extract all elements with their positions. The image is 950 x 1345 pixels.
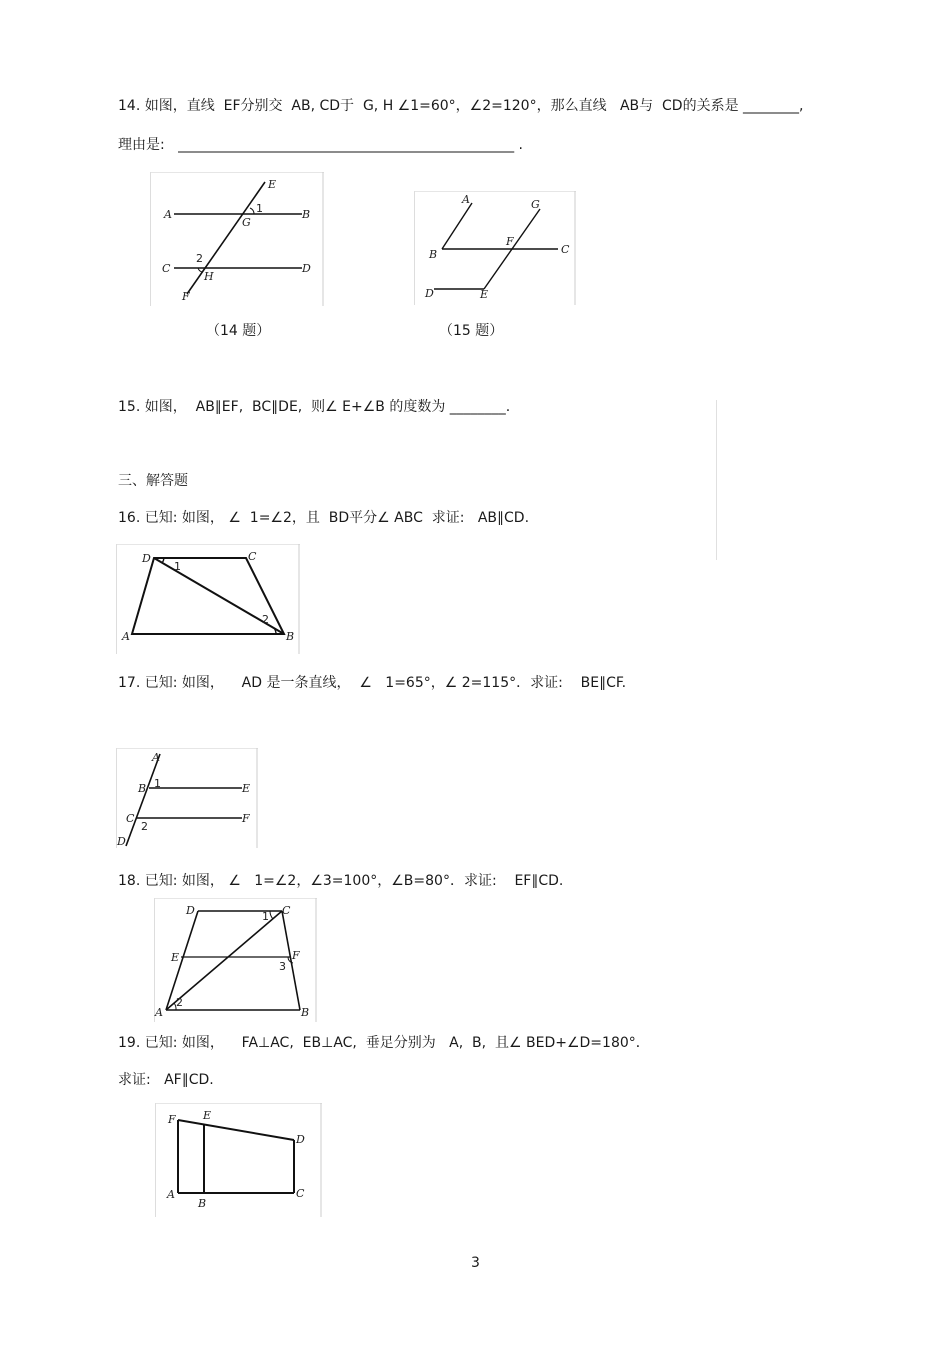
- fig14-angle-1: 1: [256, 202, 263, 215]
- fig15-label-f: F: [506, 235, 514, 248]
- q14-caption: （14 题）: [206, 323, 271, 339]
- fig17-angle-2: 2: [141, 820, 148, 833]
- fig18-angle-3: 3: [279, 960, 286, 973]
- fig16-angle-1: 1: [174, 560, 181, 573]
- q17-text: 17. 已知: 如图， AD 是一条直线， ∠ 1=65°，∠ 2=115°．求证: BE∥CF.: [118, 675, 627, 691]
- fig16-label-c: C: [248, 550, 257, 563]
- fig14-label-a: A: [164, 208, 172, 221]
- fig17-label-e: E: [242, 782, 251, 795]
- fig18-label-e: E: [171, 951, 180, 964]
- fig19-label-d: D: [296, 1133, 305, 1146]
- fig19-label-a: A: [167, 1188, 175, 1201]
- fig17-label-c: C: [126, 812, 135, 825]
- fig18-label-f: F: [292, 949, 300, 962]
- fig17-label-f: F: [242, 812, 250, 825]
- fig15-label-c: C: [561, 243, 570, 256]
- q14-line2: 理由是: ________________________________________________ .: [118, 137, 523, 153]
- fig14-label-g: G: [242, 216, 251, 229]
- fig15-label-d: D: [425, 287, 434, 300]
- figure-16: [116, 544, 300, 654]
- fig19-label-f: F: [168, 1113, 176, 1126]
- fig14-label-d: D: [302, 262, 311, 275]
- fig17-label-a: A: [152, 751, 160, 764]
- fig18-angle-2: 2: [176, 996, 183, 1009]
- fig18-angle-1: 1: [262, 910, 269, 923]
- fig15-label-b: B: [429, 248, 438, 261]
- fig14-label-c: C: [162, 262, 171, 275]
- fig14-label-h: H: [204, 270, 214, 283]
- fig18-label-b: B: [301, 1006, 310, 1019]
- fig16-label-b: B: [286, 630, 295, 643]
- figure-17: [116, 748, 258, 848]
- fig19-label-b: B: [198, 1197, 207, 1210]
- fig17-label-b: B: [138, 782, 147, 795]
- fig14-label-e: E: [268, 178, 277, 191]
- fig15-label-e: E: [480, 288, 489, 301]
- section-title: 三、解答题: [118, 473, 188, 489]
- fig15-label-g: G: [531, 198, 540, 211]
- figure-19: [155, 1103, 322, 1217]
- fig14-label-f: F: [182, 290, 190, 303]
- q15-caption: （15 题）: [439, 323, 504, 339]
- page-number: 3: [471, 1255, 480, 1271]
- fig16-label-d: D: [142, 552, 151, 565]
- fig18-label-c: C: [282, 904, 291, 917]
- q14-line1: 14. 如图，直线 EF分别交 AB, CD于 G, H ∠1=60°，∠2=120°，那么直线 AB与 CD的关系是 ________,: [118, 98, 804, 114]
- q16-text: 16. 已知: 如图， ∠ 1=∠2，且 BD平分∠ ABC 求证: AB∥CD.: [118, 510, 530, 526]
- fig16-label-a: A: [122, 630, 130, 643]
- fig18-label-a: A: [155, 1006, 163, 1019]
- fig17-label-d: D: [117, 835, 126, 848]
- fig17-angle-1: 1: [154, 777, 161, 790]
- q19-line1: 19. 已知: 如图， FA⊥AC, EB⊥AC, 垂足分别为 A, B, 且∠ BED+∠D=180°．: [118, 1035, 650, 1051]
- fig14-angle-2: 2: [196, 252, 203, 265]
- fig19-label-e: E: [203, 1109, 212, 1122]
- fig15-label-a: A: [462, 193, 470, 206]
- fig16-angle-2: 2: [262, 613, 269, 626]
- q15-text: 15. 如图， AB∥EF, BC∥DE, 则∠ E+∠B 的度数为 ________.: [118, 399, 511, 415]
- fig18-label-d: D: [186, 904, 195, 917]
- q18-text: 18. 已知: 如图， ∠ 1=∠2，∠3=100°，∠B=80°．求证: EF∥CD.: [118, 873, 564, 889]
- q19-line2: 求证: AF∥CD.: [118, 1072, 214, 1088]
- figure-15: [414, 191, 576, 305]
- fig14-label-b: B: [302, 208, 311, 221]
- fig19-label-c: C: [296, 1187, 305, 1200]
- figure-14: [150, 172, 324, 306]
- divider-line: [716, 400, 717, 560]
- figure-18: [154, 898, 317, 1022]
